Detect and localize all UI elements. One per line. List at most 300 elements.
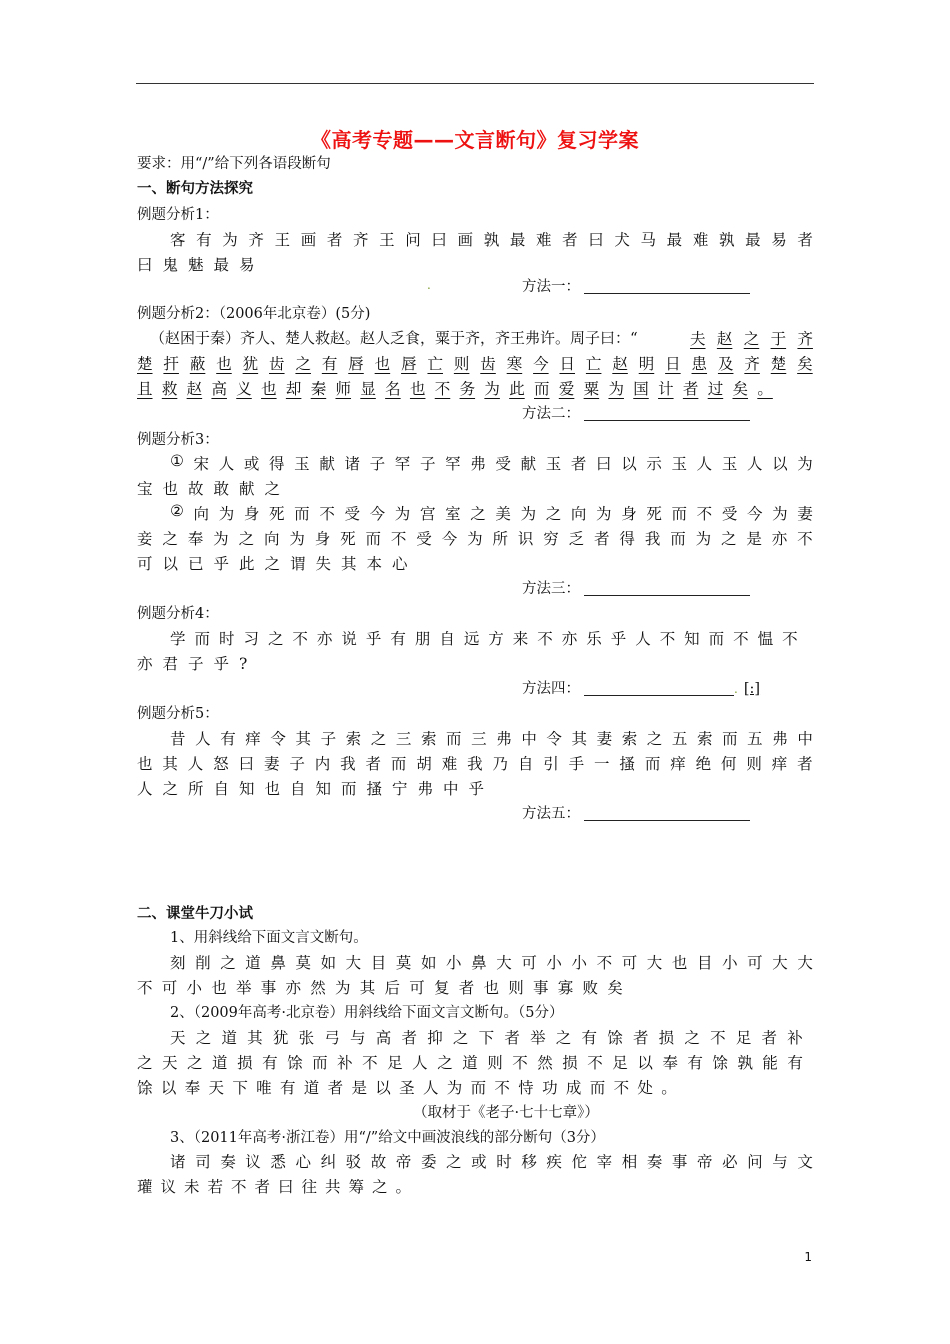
char: 有	[787, 1054, 803, 1072]
char: 马	[640, 231, 657, 249]
char: 易	[771, 231, 787, 249]
char: 玉	[671, 455, 688, 473]
ex3-line5: 可以已乎此之谓失其本心	[137, 555, 418, 573]
top-rule	[136, 83, 814, 84]
char: 向	[263, 530, 280, 548]
char: 疾	[546, 1153, 562, 1171]
char: 示	[646, 455, 662, 473]
char: 玉	[294, 455, 310, 473]
char: 也	[216, 355, 232, 373]
char: 且	[137, 380, 153, 398]
char: 齿	[480, 355, 496, 373]
char: 而	[365, 530, 382, 548]
char: 者	[401, 1029, 417, 1047]
char: 于	[770, 330, 787, 348]
ex2-answer-blank	[584, 406, 750, 421]
char: 人	[635, 630, 651, 648]
char: 国	[633, 380, 649, 398]
ex2-line1a: （赵困于秦）齐人、楚人救赵。赵人乏食，粟于齐，齐王弗许。周子曰：“	[150, 329, 638, 347]
char: 为	[520, 505, 537, 523]
char: 日	[665, 355, 681, 373]
ex1-method-label: 方法一：	[522, 279, 580, 295]
char: 道	[245, 954, 261, 972]
char: 引	[543, 755, 559, 773]
char: 义	[236, 380, 252, 398]
char: 弗	[470, 455, 486, 473]
char: 受	[344, 505, 360, 523]
char: 小	[546, 954, 562, 972]
char: 及	[717, 355, 734, 373]
char: 或	[243, 455, 260, 473]
char: 受	[416, 530, 432, 548]
char: 唇	[348, 355, 364, 373]
char: 罕	[394, 455, 411, 473]
ex5-line1	[170, 727, 813, 749]
char: 今	[441, 530, 458, 548]
char: 王	[274, 231, 291, 249]
char: 妻	[797, 505, 813, 523]
char: 向	[570, 505, 587, 523]
ex1-label: 例题分析1：	[137, 207, 219, 223]
char: 穷	[543, 530, 559, 548]
char: 画	[457, 231, 474, 249]
char: 矣	[732, 380, 749, 398]
char: 不	[390, 530, 407, 548]
char: 夫	[690, 330, 706, 348]
char: 者	[797, 231, 813, 249]
char: 五	[747, 730, 763, 748]
char: 之	[555, 1029, 572, 1047]
ex5-line3: 人之所自知也自知而搔宁弗中乎	[137, 780, 495, 798]
ex4-line2: 亦君子乎?	[137, 655, 258, 673]
char: 令	[546, 730, 562, 748]
char: 亦	[285, 979, 302, 997]
char: 孰	[483, 231, 500, 249]
char: 人	[746, 455, 763, 473]
char: 之	[684, 1029, 700, 1047]
char: 可	[521, 954, 537, 972]
char: 问	[747, 1153, 763, 1171]
char: 献	[319, 455, 335, 473]
char: 人	[412, 1054, 428, 1072]
char: 曰	[588, 231, 604, 249]
char: 弓	[324, 1029, 340, 1047]
char: 为	[695, 530, 712, 548]
char: 其	[247, 1029, 263, 1047]
char: 目	[370, 954, 387, 972]
ex2-label: 例题分析2：（2006年北京卷）(5分)	[137, 306, 371, 322]
char: 孰	[737, 1054, 753, 1072]
char: 奉	[184, 1079, 201, 1097]
char: 齐	[352, 231, 369, 249]
char: 高	[375, 1029, 392, 1047]
char: 得	[269, 455, 285, 473]
char: 与	[350, 1029, 366, 1047]
char: 有	[279, 1079, 296, 1097]
char: 玉	[721, 455, 738, 473]
char: 唇	[401, 355, 417, 373]
char: 朋	[414, 630, 431, 648]
char: 令	[270, 730, 286, 748]
char: 恃	[518, 1079, 534, 1097]
char: 。	[757, 380, 773, 398]
char: 而	[671, 505, 688, 523]
char: ②	[170, 502, 184, 520]
char: 习	[243, 630, 259, 648]
char: 秦	[310, 380, 327, 398]
char: 说	[341, 630, 357, 648]
char: 问	[405, 231, 421, 249]
char: 也	[137, 755, 153, 773]
char: 爱	[558, 380, 575, 398]
char: 其	[295, 730, 311, 748]
char: 为	[484, 380, 500, 398]
char: 之	[437, 1054, 453, 1072]
dot-mark: .	[734, 682, 738, 696]
char: 索	[696, 730, 713, 748]
char: 知	[684, 630, 700, 648]
char: 为	[596, 505, 612, 523]
char: 奏	[220, 1153, 236, 1171]
char: 而	[470, 1079, 487, 1097]
char: 弗	[772, 730, 788, 748]
char: 齐	[797, 330, 813, 348]
char: 损	[237, 1054, 253, 1072]
q3-label: 3、（2011年高考·浙江卷）用“/”给文中画波浪线的部分断句（3分）	[170, 1130, 605, 1146]
char: 鼻	[270, 954, 286, 972]
char: 今	[369, 505, 386, 523]
char: 之	[446, 1153, 462, 1171]
char: 宫	[419, 505, 436, 523]
char: 举	[236, 979, 252, 997]
char: 后	[384, 979, 401, 997]
char: 宋	[193, 455, 210, 473]
char: 乃	[492, 755, 508, 773]
char: 小	[186, 979, 203, 997]
char: 之	[267, 630, 284, 648]
char: 文	[797, 1153, 813, 1171]
char: 能	[762, 1054, 778, 1072]
ex2-method-label: 方法二：	[522, 406, 580, 422]
char: 而	[446, 730, 462, 748]
char: 不	[537, 630, 553, 648]
char: 不	[659, 630, 676, 648]
char: 不	[696, 505, 713, 523]
char: 大	[772, 954, 788, 972]
char: 不	[319, 505, 335, 523]
char: 者	[682, 380, 699, 398]
char: 之	[370, 730, 387, 748]
char: 而	[670, 530, 686, 548]
char: 最	[666, 231, 683, 249]
char: 远	[463, 630, 480, 648]
char: 相	[621, 1153, 638, 1171]
char: 则	[487, 1054, 503, 1072]
char: 最	[509, 231, 526, 249]
char: 人	[218, 455, 235, 473]
char: 子	[289, 755, 305, 773]
requirement-text: 要求：用“/”给下列各语段断句	[137, 156, 331, 172]
char: 者	[594, 530, 610, 548]
char: 死	[340, 530, 356, 548]
char: 亦	[316, 630, 333, 648]
char: 时	[218, 630, 235, 648]
char: 帝	[696, 1153, 713, 1171]
char: 有	[390, 630, 406, 648]
char: 者	[327, 1079, 344, 1097]
char: 小	[722, 954, 738, 972]
char: 诸	[170, 1153, 186, 1171]
char: 曰	[238, 755, 255, 773]
char: 处	[637, 1079, 653, 1097]
char: 为	[213, 530, 229, 548]
dot-mark: .	[427, 278, 431, 292]
char: 则	[508, 979, 524, 997]
char: 故	[370, 1153, 387, 1171]
char: 人	[187, 755, 204, 773]
char: 也	[483, 979, 500, 997]
char: 也	[671, 954, 688, 972]
ex4-line1	[170, 627, 798, 649]
char: 不	[596, 954, 613, 972]
char: 天	[208, 1079, 224, 1097]
char: 而	[708, 630, 725, 648]
char: 目	[696, 954, 713, 972]
char: 受	[721, 505, 738, 523]
char: 寡	[557, 979, 574, 997]
char: 三	[471, 730, 487, 748]
char: 抑	[427, 1029, 443, 1047]
section1-heading: 一、断句方法探究	[137, 181, 253, 197]
char: 奉	[187, 530, 204, 548]
char: 我	[467, 755, 483, 773]
char: 曰	[431, 231, 447, 249]
char: 自	[439, 630, 455, 648]
char: 美	[495, 505, 511, 523]
char: 驳	[345, 1153, 362, 1171]
char: 大	[646, 954, 663, 972]
char: 罕	[445, 455, 461, 473]
char: 不	[587, 1054, 603, 1072]
char: 有	[220, 730, 236, 748]
char: 楚	[137, 355, 153, 373]
char: 。	[661, 1079, 677, 1097]
char: 妻	[596, 730, 613, 748]
char: 天	[162, 1054, 178, 1072]
ex3-method-label: 方法三：	[522, 581, 580, 597]
ex3-label: 例题分析3：	[137, 432, 219, 448]
char: 之	[238, 530, 255, 548]
char: 举	[530, 1029, 546, 1047]
char: 五	[671, 730, 688, 748]
char: 子	[419, 455, 436, 473]
char: 削	[195, 954, 211, 972]
char: 为	[289, 530, 305, 548]
char: 则	[746, 755, 762, 773]
char: 道	[221, 1029, 237, 1047]
char: 难	[692, 231, 709, 249]
ex2-line1b	[690, 327, 813, 349]
char: 日	[559, 355, 576, 373]
char: 如	[320, 954, 337, 972]
char: 佗	[571, 1153, 588, 1171]
char: 而	[534, 380, 550, 398]
char: 为	[772, 505, 788, 523]
char: 有	[262, 1054, 278, 1072]
char: 不	[292, 630, 308, 648]
char: 然	[310, 979, 326, 997]
char: 之	[743, 330, 760, 348]
char: 诸	[344, 455, 360, 473]
char: 中	[521, 730, 537, 748]
char: 纠	[320, 1153, 337, 1171]
char: 之	[220, 954, 236, 972]
char: 鼻	[471, 954, 487, 972]
char: 曰	[596, 455, 612, 473]
ex5-method	[522, 802, 750, 823]
char: 损	[562, 1054, 578, 1072]
char: 亦	[561, 630, 578, 648]
char: 为	[608, 380, 624, 398]
char: 心	[295, 1153, 311, 1171]
char: 也	[409, 380, 426, 398]
char: 以	[637, 1054, 653, 1072]
char: 奉	[662, 1054, 678, 1072]
char: 学	[170, 630, 186, 648]
char: 与	[772, 1153, 788, 1171]
char: 楚	[770, 355, 787, 373]
char: 不	[613, 1079, 630, 1097]
char: 死	[646, 505, 662, 523]
q1-line1	[170, 951, 813, 973]
char: 馀	[607, 1029, 623, 1047]
ex3-line4	[137, 527, 813, 549]
char: 却	[285, 380, 302, 398]
char: 道	[212, 1054, 228, 1072]
char: 唯	[256, 1079, 272, 1097]
q2-line2	[137, 1051, 803, 1073]
char: 如	[420, 954, 437, 972]
char: 索	[420, 730, 437, 748]
char: 最	[745, 231, 761, 249]
ex2-method	[522, 402, 750, 423]
ex5-label: 例题分析5：	[137, 706, 219, 722]
char: 不	[797, 530, 813, 548]
char: 人	[696, 455, 713, 473]
char: 足	[387, 1054, 403, 1072]
q2-line3	[137, 1076, 677, 1098]
char: 赵	[716, 330, 733, 348]
char: 大	[345, 954, 362, 972]
char: 此	[509, 380, 525, 398]
char: 之	[470, 505, 486, 523]
char: 得	[619, 530, 635, 548]
char: 救	[161, 380, 178, 398]
char: 画	[300, 231, 317, 249]
q2-label: 2、（2009年高考·北京卷）用斜线给下面文言文断句。（5分）	[170, 1005, 564, 1021]
char: 补	[337, 1054, 353, 1072]
char: 委	[420, 1153, 437, 1171]
char: 馀	[137, 1079, 153, 1097]
char: 孰	[718, 231, 735, 249]
char: 患	[691, 355, 708, 373]
char: 圣	[399, 1079, 415, 1097]
char: 者	[562, 231, 578, 249]
char: 矣	[797, 355, 813, 373]
char: 齐	[248, 231, 264, 249]
char: 可	[621, 954, 638, 972]
char: 下	[232, 1079, 248, 1097]
ex5-line2	[137, 752, 813, 774]
char: 扞	[163, 355, 179, 373]
char: 不	[512, 1054, 528, 1072]
char: 不	[494, 1079, 510, 1097]
char: 是	[746, 530, 762, 548]
char: 下	[478, 1029, 495, 1047]
char: 必	[722, 1153, 738, 1171]
ex1-answer-blank	[584, 279, 750, 294]
char: 者	[632, 1029, 649, 1047]
char: 馀	[712, 1054, 728, 1072]
char: 也	[374, 355, 391, 373]
char: 者	[326, 231, 343, 249]
char: 手	[568, 755, 585, 773]
char: 大	[496, 954, 512, 972]
ex5-method-label: 方法五：	[522, 806, 580, 822]
char: 也	[261, 380, 277, 398]
char: 然	[537, 1054, 553, 1072]
char: 或	[471, 1153, 487, 1171]
ex4-method	[522, 677, 760, 698]
char: 帝	[395, 1153, 412, 1171]
char: 子	[320, 730, 337, 748]
char: 莫	[395, 954, 412, 972]
char: 不	[137, 979, 153, 997]
char: 有	[581, 1029, 598, 1047]
char: 之	[187, 1054, 203, 1072]
ex4-label: 例题分析4：	[137, 606, 219, 622]
char: 显	[360, 380, 376, 398]
char: 痒	[245, 730, 261, 748]
char: 来	[512, 630, 529, 648]
char: 移	[521, 1153, 537, 1171]
char: 难	[535, 231, 552, 249]
char: 我	[644, 530, 661, 548]
char: 之	[137, 1054, 153, 1072]
char: 为	[446, 1079, 463, 1097]
char: 献	[520, 455, 537, 473]
char: 搔	[619, 755, 635, 773]
char: 之	[162, 530, 178, 548]
char: 莫	[295, 954, 311, 972]
ex3-line2: 宝也故敢献之	[137, 480, 291, 498]
char: 天	[170, 1029, 186, 1047]
char: 则	[453, 355, 470, 373]
q3-line2: 瓘议未若不者曰往共筹之。	[137, 1178, 420, 1196]
char: 玉	[545, 455, 562, 473]
char: 者	[570, 455, 587, 473]
char: 大	[797, 954, 813, 972]
char: 乏	[568, 530, 585, 548]
char: 议	[245, 1153, 261, 1171]
char: 过	[707, 380, 724, 398]
char: 成	[565, 1079, 582, 1097]
char: 犹	[272, 1029, 289, 1047]
char: 愠	[757, 630, 774, 648]
ex3-method	[522, 577, 750, 598]
char: 死	[269, 505, 285, 523]
char: 名	[385, 380, 401, 398]
